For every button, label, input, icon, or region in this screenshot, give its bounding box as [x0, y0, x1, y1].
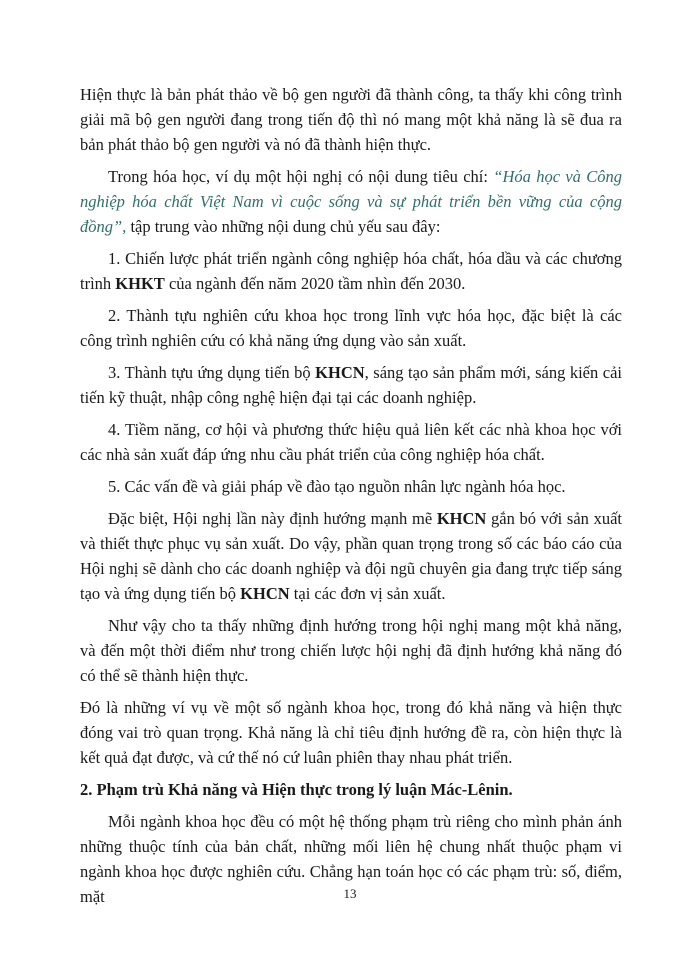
text-run: 3. Thành tựu ứng dụng tiến bộ: [108, 363, 316, 382]
paragraph: [80, 506, 622, 606]
paragraph: [80, 303, 622, 353]
text-run: Đặc biệt, Hội nghị lần này định hướng mạnh mẽ: [108, 509, 437, 528]
text-run: 1. Chiến lược phát triển ngành công nghiệp hóa chất, hóa dầu và các chương trình: [80, 249, 622, 293]
paragraph: [80, 417, 622, 467]
bold-abbreviation: KHCN: [240, 584, 290, 603]
paragraph: [80, 246, 622, 296]
text-run: Trong hóa học, ví dụ một hội nghị có nội dung tiêu chí:: [108, 167, 494, 186]
text-run: , sáng tạo sản phẩm mới, sáng kiến cải tiến kỹ thuật, nhập công nghệ hiện đại tại các doanh nghiệp.: [80, 363, 622, 407]
paragraph: [80, 164, 622, 239]
page-number: 13: [343, 886, 357, 901]
text-run: gắn bó với sản xuất và thiết thực phục vụ sản xuất. Do vậy, phần quan trọng trong số các báo cáo của Hội nghị sẽ dành cho các doanh nghiệp và đội ngũ chuyên gia đang trực tiếp sáng tạo và ứng dụng tiến bộ: [80, 509, 622, 603]
paragraph: [80, 613, 622, 688]
text-run: tại các đơn vị sản xuất.: [289, 584, 446, 603]
paragraph: [80, 360, 622, 410]
quoted-italic-text: “Hóa học và Công nghiệp hóa chất Việt Nam vì cuộc sống và sự phát triển bền vững của cộng đồng”,: [80, 167, 622, 236]
text-run: Mỗi ngành khoa học đều có một hệ thống phạm trù riêng cho mình phản ánh những thuộc tính của bản chất, những mối liên hệ chung nhất thuộc phạm vi ngành khoa học được nghiên cứu. Chẳng hạn toán học có các phạm trù: số, điểm, mặt: [80, 812, 622, 906]
text-run: 2. Thành tựu nghiên cứu khoa học trong lĩnh vực hóa học, đặc biệt là các công trình nghiên cứu có khả năng ứng dụng vào sản xuất.: [80, 306, 622, 350]
bold-abbreviation: KHCN: [315, 363, 365, 382]
text-run: của ngành đến năm 2020 tầm nhìn đến 2030.: [164, 274, 466, 293]
bold-abbreviation: KHCN: [436, 509, 487, 528]
bold-abbreviation: KHKT: [115, 274, 165, 293]
section-heading: [80, 777, 622, 802]
document-body: [80, 82, 622, 916]
text-run: tập trung vào những nội dung chủ yếu sau đây:: [126, 217, 441, 236]
text-run: Như vậy cho ta thấy những định hướng trong hội nghị mang một khả năng, và đến một thời điểm như trong chiến lược hội nghị đã định hướng khả năng đó có thể sẽ thành hiện thực.: [80, 616, 622, 685]
paragraph: [80, 82, 622, 157]
paragraph: [80, 474, 622, 499]
text-run: 5. Các vấn đề và giải pháp về đào tạo nguồn nhân lực ngành hóa học.: [108, 477, 566, 496]
text-run: Hiện thực là bản phát thảo về bộ gen người đã thành công, ta thấy khi công trình giải mã bộ gen người đang trong tiến độ thì nó mang một khả năng là sẽ đua ra bản phát thảo bộ gen người và nó đã thành hiện thực.: [80, 85, 622, 154]
text-run: 4. Tiềm năng, cơ hội và phương thức hiệu quả liên kết các nhà khoa học với các nhà sản xuất đáp ứng nhu cầu phát triển của công nghiệp hóa chất.: [80, 420, 622, 464]
paragraph: [80, 695, 622, 770]
text-run: Đó là những ví vụ về một số ngành khoa học, trong đó khả năng và hiện thực đóng vai trò quan trọng. Khả năng là chỉ tiêu định hướng đề ra, còn hiện thực là kết quả đạt được, và cứ thế nó cứ luân phiên thay nhau phát triển.: [80, 698, 622, 767]
text-run: 2. Phạm trù Khả năng và Hiện thực trong lý luận Mác-Lênin.: [80, 780, 513, 799]
